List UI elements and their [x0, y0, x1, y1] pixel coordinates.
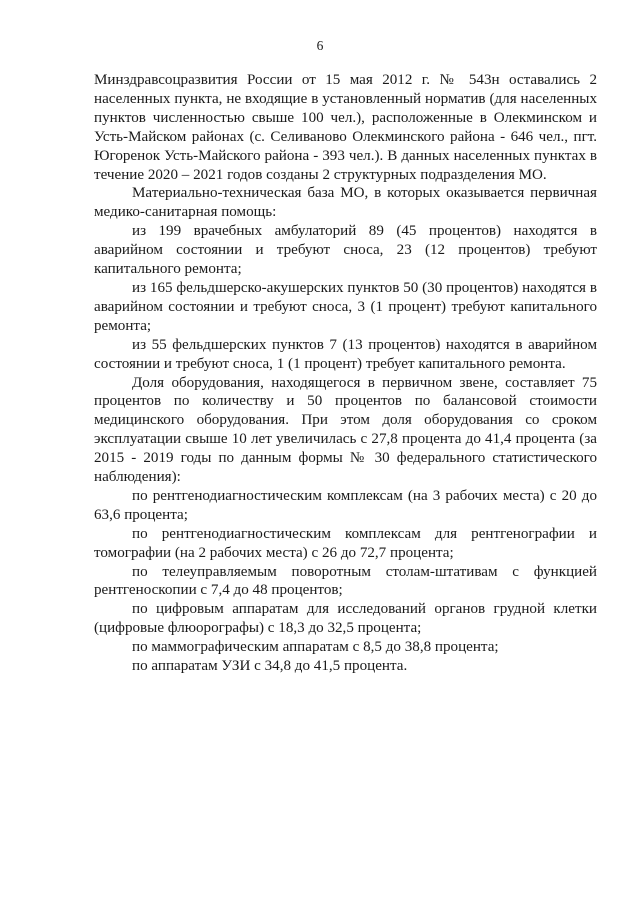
- paragraph-continuation: Минздравсоцразвития России от 15 мая 2012 г. № 543н оставались 2 населенных пункта, не входящие в установленный норматив (для населенных пунктов численностью свыше 100 чел.), расположенные в Олекминском и Усть-Майском районах (с. Селиваново Олекминского района - 646 чел., пгт. Югоренок Усть-Майского района - 393 чел.). В данных населенных пунктах в течение 2020 – 2021 годов созданы 2 структурных подразделения МО.: [94, 72, 597, 183]
- list-item-xray-3: по рентгенодиагностическим комплексам (на 3 рабочих места) с 20 до 63,6 процента;: [94, 487, 597, 523]
- list-item-ultrasound: по аппаратам УЗИ с 34,8 до 41,5 процента.: [132, 658, 408, 675]
- list-item-xray-2: по рентгенодиагностическим комплексам для рентгенографии и томографии (на 2 рабочих места) с 26 до 72,7 процента;: [94, 525, 597, 561]
- list-item-remote-tables: по телеуправляемым поворотным столам-штативам с функцией рентгеноскопии с 7,4 до 48 процентов;: [94, 563, 597, 599]
- page-number: 6: [316, 38, 324, 53]
- list-item-ambulatories: из 199 врачебных амбулаторий 89 (45 процентов) находятся в аварийном состоянии и требуют сноса, 23 (12 процентов) требуют капитального ремонта;: [94, 223, 597, 278]
- list-item-mammography: по маммографическим аппаратам с 8,5 до 38,8 процента;: [132, 639, 499, 656]
- list-item-feldsher-points: из 55 фельдшерских пунктов 7 (13 процентов) находятся в аварийном состоянии и требуют сноса, 1 (1 процент) требует капитального ремонта.: [94, 336, 597, 372]
- paragraph-equipment-share: Доля оборудования, находящегося в первичном звене, составляет 75 процентов по количеству и 50 процентов по балансовой стоимости медицинского оборудования. При этом доля оборудования со сроком эксплуатации свыше 10 лет увеличилась с 27,8 процента до 41,4 процента (за 2015 - 2019 годы по данным формы № 30 федерального статистического наблюдения):: [94, 374, 597, 486]
- list-item-fap: из 165 фельдшерско-акушерских пунктов 50 (30 процентов) находятся в аварийном состоянии и требуют сноса, 3 (1 процент) требуют капитального ремонта;: [94, 279, 597, 334]
- list-item-digital-fluoro: по цифровым аппаратам для исследований органов грудной клетки (цифровые флюорографы) с 18,3 до 32,5 процента;: [94, 601, 597, 637]
- document-body: [94, 71, 597, 676]
- paragraph-material-base: Материально-техническая база МО, в которых оказывается первичная медико-санитарная помощь:: [94, 185, 597, 221]
